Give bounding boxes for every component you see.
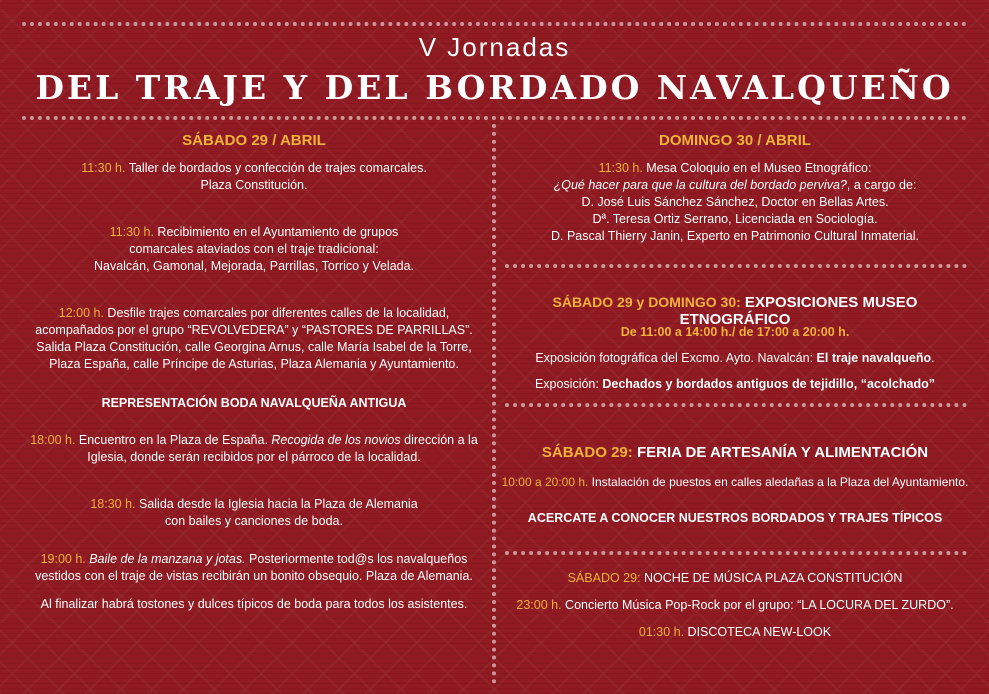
event-text: Plaza España, calle Príncipe de Asturias, Plaza Alemania y Ayuntamiento.	[49, 357, 459, 371]
wedding-representation-heading: REPRESENTACIÓN BODA NAVALQUEÑA ANTIGUA	[101, 396, 407, 410]
event-time: 11:30 h.	[81, 161, 126, 175]
exhibitions-hours: De 11:00 a 14:00 h./ de 17:00 a 20:00 h.	[620, 325, 850, 339]
event-text: DISCOTECA NEW-LOOK	[684, 625, 832, 639]
header-stitch-divider	[22, 116, 967, 120]
event-text: Navalcán, Gamonal, Mejorada, Parrillas, Torrico y Velada.	[93, 259, 415, 273]
event-fair	[500, 474, 970, 491]
event-time: 11:30 h.	[109, 225, 154, 239]
top-stitch-divider	[22, 22, 967, 26]
event-time: 18:00 h.	[30, 433, 76, 447]
right-column	[500, 124, 970, 684]
event-text: Salida Plaza Constitución, calle Georgina Arnus, calle María Isabel de la Torre,	[36, 340, 472, 354]
event-text-italic: Recogida de los novios	[271, 433, 401, 447]
event-text: Exposición fotográfica del Excmo. Ayto. Navalcán:	[535, 351, 817, 365]
event-time: 01:30 h.	[638, 625, 685, 639]
event-dance	[22, 551, 486, 585]
event-text: Concierto Música Pop-Rock por el grupo: “LA LOCURA DEL ZURDO”.	[561, 598, 954, 612]
event-text: dirección a la	[400, 433, 478, 447]
fair-heading	[500, 444, 970, 461]
exhibitions-heading	[500, 294, 970, 328]
event-parade	[22, 305, 486, 373]
event-text: Instalación de puestos en calles aledañas a la Plaza del Ayuntamiento.	[588, 475, 969, 489]
event-text: Encuentro en la Plaza de España.	[75, 433, 272, 447]
saturday-heading: SÁBADO 29 / ABRIL	[182, 132, 326, 149]
event-time: 19:00 h.	[40, 552, 86, 566]
event-text: Taller de bordados y confección de trajes comarcales.	[125, 161, 427, 175]
event-text: con bailes y canciones de boda.	[165, 514, 343, 528]
event-time: 23:00 h.	[516, 598, 562, 612]
speaker: D. José Luis Sánchez Sánchez, Doctor en Bellas Artes.	[581, 195, 889, 209]
sunday-heading: DOMINGO 30 / ABRIL	[659, 132, 811, 149]
event-time: 12:00 h.	[58, 306, 104, 320]
event-departure	[22, 496, 486, 530]
music-heading-title: NOCHE DE MÚSICA PLAZA CONSTITUCIÓN	[640, 571, 903, 585]
music-heading-date: SÁBADO 29:	[567, 571, 641, 585]
event-text: Posteriormente tod@s los navalqueños	[245, 552, 468, 566]
event-time: 11:30 h.	[598, 161, 643, 175]
event-edition: V Jornadas	[418, 32, 571, 62]
exhibition-samplers	[500, 376, 970, 393]
event-text: Exposición:	[534, 377, 603, 391]
speaker: Dª. Teresa Ortiz Serrano, Licenciada en Sociología.	[592, 212, 878, 226]
event-text: , a cargo de:	[846, 178, 917, 192]
fair-heading-date: SÁBADO 29:	[541, 444, 633, 461]
colloquium-question: ¿Qué hacer para que la cultura del bordado perviva?	[553, 178, 847, 192]
event-colloquium	[500, 160, 970, 245]
saturday-column	[22, 124, 486, 684]
event-time: 10:00 a 20:00 h.	[501, 475, 589, 489]
speaker: D. Pascal Thierry Janin, Experto en Patrimonio Cultural Inmaterial.	[551, 229, 919, 243]
event-text: Salida desde la Iglesia hacia la Plaza de Alemania	[135, 497, 418, 511]
event-concert	[500, 597, 970, 614]
event-reception	[22, 224, 486, 275]
exhibition-photo	[500, 350, 970, 367]
event-text-italic: Baile de la manzana y jotas.	[85, 552, 246, 566]
exhibitions-heading-title: EXPOSICIONES MUSEO ETNOGRÁFICO	[679, 294, 918, 328]
event-workshop	[22, 160, 486, 194]
exhibitions-heading-date: SÁBADO 29 y DOMINGO 30:	[552, 294, 741, 310]
fair-heading-title: FERIA DE ARTESANÍA Y ALIMENTACIÓN	[632, 444, 929, 461]
event-text: acompañados por el grupo “REVOLVEDERA” y “PASTORES DE PARRILLAS”.	[35, 323, 473, 337]
exhibition-title: El traje navalqueño	[816, 351, 932, 365]
fair-call-to-action: ACERCATE A CONOCER NUESTROS BORDADOS Y TRAJES TÍPICOS	[527, 511, 943, 525]
event-text: Iglesia, donde serán recibidos por el párroco de la localidad.	[87, 450, 421, 464]
event-text: comarcales ataviados con el traje tradicional:	[129, 242, 379, 256]
event-text: .	[931, 351, 935, 365]
column-stitch-divider	[492, 124, 496, 684]
exhibition-title: Dechados y bordados antiguos de tejidillo, “acolchado”	[602, 377, 936, 391]
event-meeting	[22, 432, 486, 466]
event-title: DEL TRAJE Y DEL BORDADO NAVALQUEÑO	[35, 68, 954, 107]
event-text: Desfile trajes comarcales por diferentes calles de la localidad,	[103, 306, 450, 320]
event-text: vestidos con el traje de vistas recibirán un bonito obsequio. Plaza de Alemania.	[35, 569, 473, 583]
event-time: 18:30 h.	[90, 497, 136, 511]
event-text: Mesa Coloquio en el Museo Etnográfico:	[642, 161, 872, 175]
music-heading	[500, 570, 970, 587]
event-closing-note: Al finalizar habrá tostones y dulces típicos de boda para todos los asistentes.	[40, 597, 468, 611]
event-place: Plaza Constitución.	[200, 178, 308, 192]
event-disco	[500, 624, 970, 641]
event-text: Recibimiento en el Ayuntamiento de grupos	[153, 225, 399, 239]
